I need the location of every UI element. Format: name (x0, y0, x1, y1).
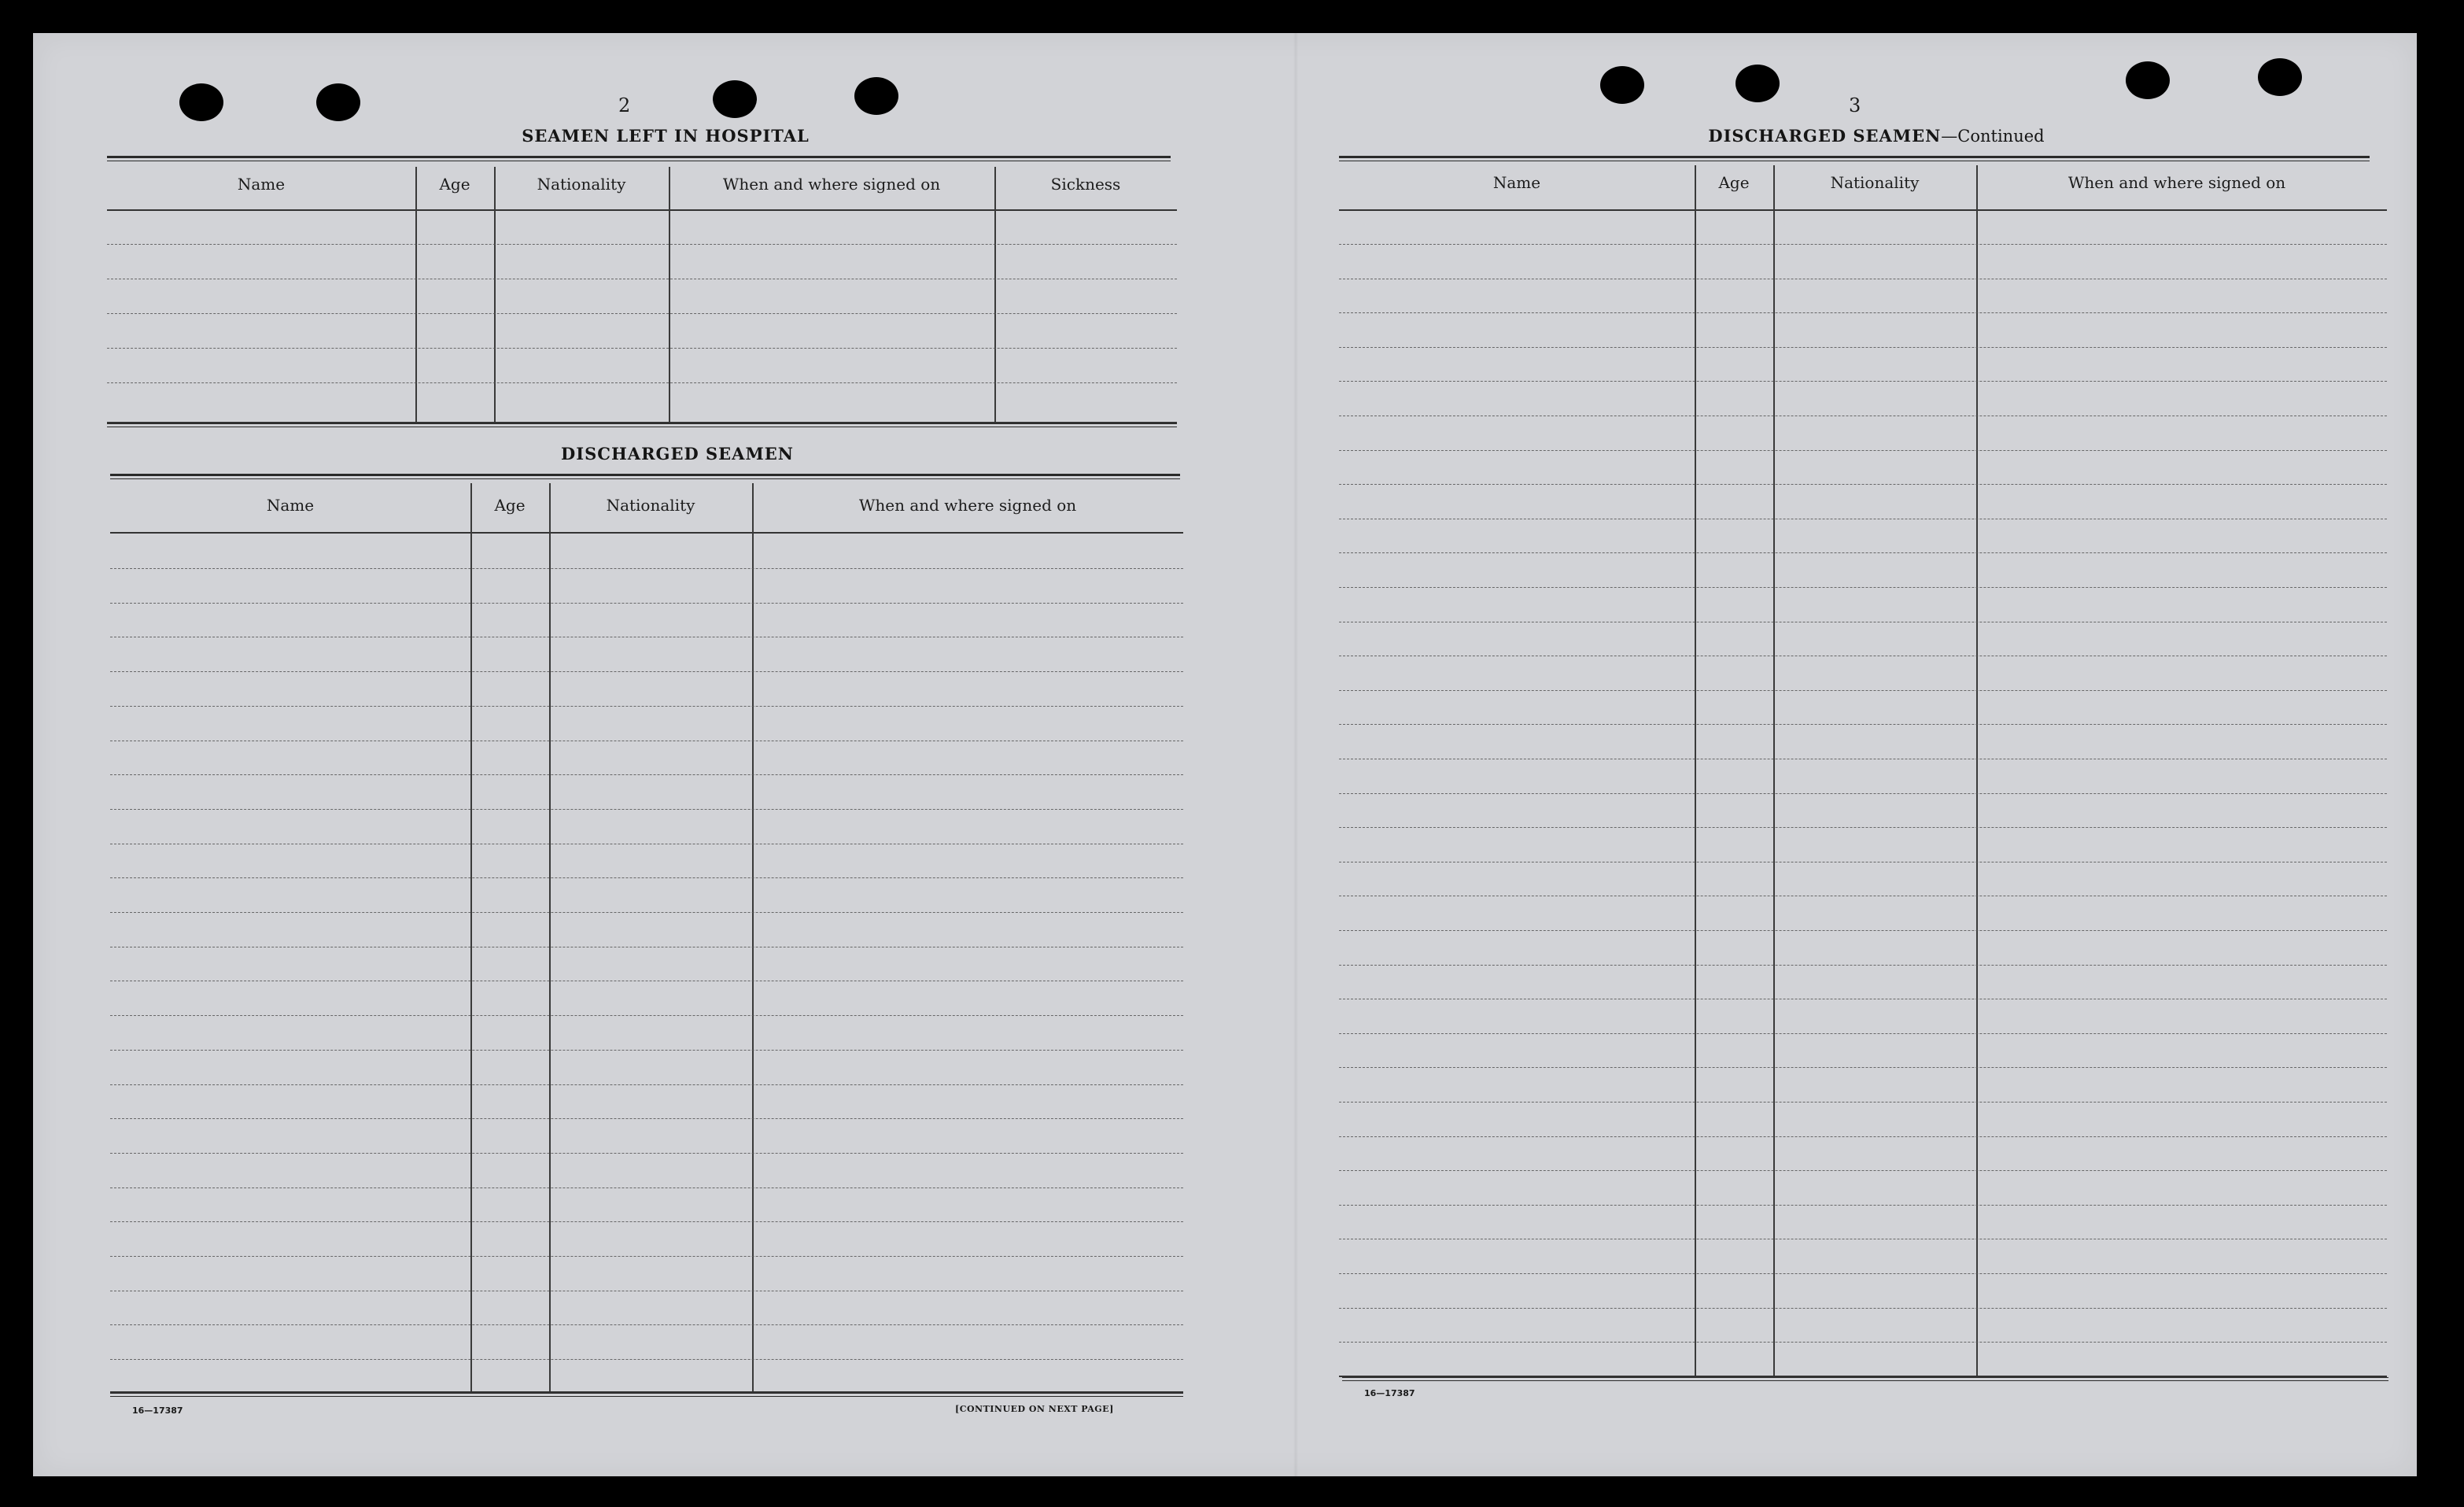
entry-line (1339, 484, 2387, 485)
column-header-age: Age (1718, 173, 1750, 192)
entry-line (1339, 724, 2387, 725)
entry-line (1339, 793, 2387, 794)
entry-line (110, 568, 1183, 569)
entry-line (110, 912, 1183, 913)
column-header-nationality: Nationality (606, 496, 695, 515)
page-number: 2 (618, 94, 631, 116)
column-header-signed-on: When and where signed on (2067, 173, 2286, 192)
column-divider (415, 167, 417, 423)
column-header-name: Name (1492, 173, 1541, 192)
right-page (1260, 33, 2417, 1476)
column-divider (669, 167, 670, 423)
section-title-suffix: —Continued (1941, 127, 2045, 146)
column-header-signed-on: When and where signed on (858, 496, 1077, 515)
entry-line (107, 382, 1177, 383)
entry-line (110, 1050, 1183, 1051)
column-header-signed-on: When and where signed on (722, 175, 941, 194)
entry-line (1339, 1067, 2387, 1068)
entry-line (110, 1359, 1183, 1360)
form-number: 16—17387 (132, 1405, 183, 1416)
entry-line (110, 671, 1183, 672)
discharged-continued-table (1339, 165, 2387, 1377)
entry-line (1339, 930, 2387, 931)
column-header-nationality: Nationality (1830, 173, 1920, 192)
entry-line (110, 774, 1183, 775)
entry-line (1339, 1033, 2387, 1034)
entry-line (110, 1118, 1183, 1119)
entry-line (1339, 312, 2387, 313)
header-line (110, 532, 1183, 534)
discharged-continued-title (1339, 126, 2414, 146)
header-line (107, 209, 1177, 211)
entry-line (107, 244, 1177, 245)
column-header-age: Age (439, 175, 470, 194)
hospital-table (107, 167, 1177, 423)
entry-line (107, 313, 1177, 314)
column-header-name: Name (237, 175, 286, 194)
form-number: 16—17387 (1364, 1388, 1415, 1398)
entry-line (1339, 1102, 2387, 1103)
entry-line (110, 1153, 1183, 1154)
section-rule (110, 474, 1180, 479)
entry-line (1339, 1170, 2387, 1171)
entry-line (110, 1256, 1183, 1257)
entry-line (1339, 1273, 2387, 1274)
continued-note: [CONTINUED ON NEXT PAGE] (955, 1404, 1114, 1414)
section-title-text: DISCHARGED SEAMEN (1708, 126, 1942, 146)
section-rule (107, 156, 1171, 161)
entry-line (110, 809, 1183, 810)
page-number: 3 (1849, 94, 1861, 116)
entry-line (110, 603, 1183, 604)
header-line (1339, 209, 2387, 211)
entry-line (1339, 587, 2387, 588)
column-divider (494, 167, 496, 423)
entry-line (110, 1221, 1183, 1222)
hospital-section-title: SEAMEN LEFT IN HOSPITAL (522, 126, 810, 146)
entry-line (1339, 347, 2387, 348)
column-header-name: Name (266, 496, 315, 515)
entry-line (110, 706, 1183, 707)
column-divider (994, 167, 996, 423)
entry-line (1339, 1308, 2387, 1309)
entry-line (1339, 1205, 2387, 1206)
section-rule (1339, 156, 2370, 161)
entry-line (1339, 244, 2387, 245)
column-header-nationality: Nationality (537, 175, 626, 194)
entry-line (1339, 1136, 2387, 1137)
form-sheet (33, 33, 2417, 1476)
discharged-section-title: DISCHARGED SEAMEN (561, 444, 794, 464)
section-rule (107, 423, 1177, 427)
entry-line (1339, 1342, 2387, 1343)
entry-line (107, 348, 1177, 349)
entry-line (1339, 965, 2387, 966)
entry-line (1339, 450, 2387, 451)
column-header-sickness: Sickness (1050, 175, 1121, 194)
entry-line (1339, 827, 2387, 828)
entry-line (110, 1324, 1183, 1325)
entry-line (1339, 552, 2387, 553)
entry-line (110, 1084, 1183, 1085)
section-rule (1342, 1377, 2388, 1381)
left-page (33, 33, 1260, 1476)
entry-line (110, 877, 1183, 878)
entry-line (1339, 381, 2387, 382)
entry-line (110, 1015, 1183, 1016)
discharged-table (110, 483, 1183, 1393)
section-rule (110, 1393, 1183, 1397)
entry-line (1339, 690, 2387, 691)
column-header-age: Age (494, 496, 526, 515)
